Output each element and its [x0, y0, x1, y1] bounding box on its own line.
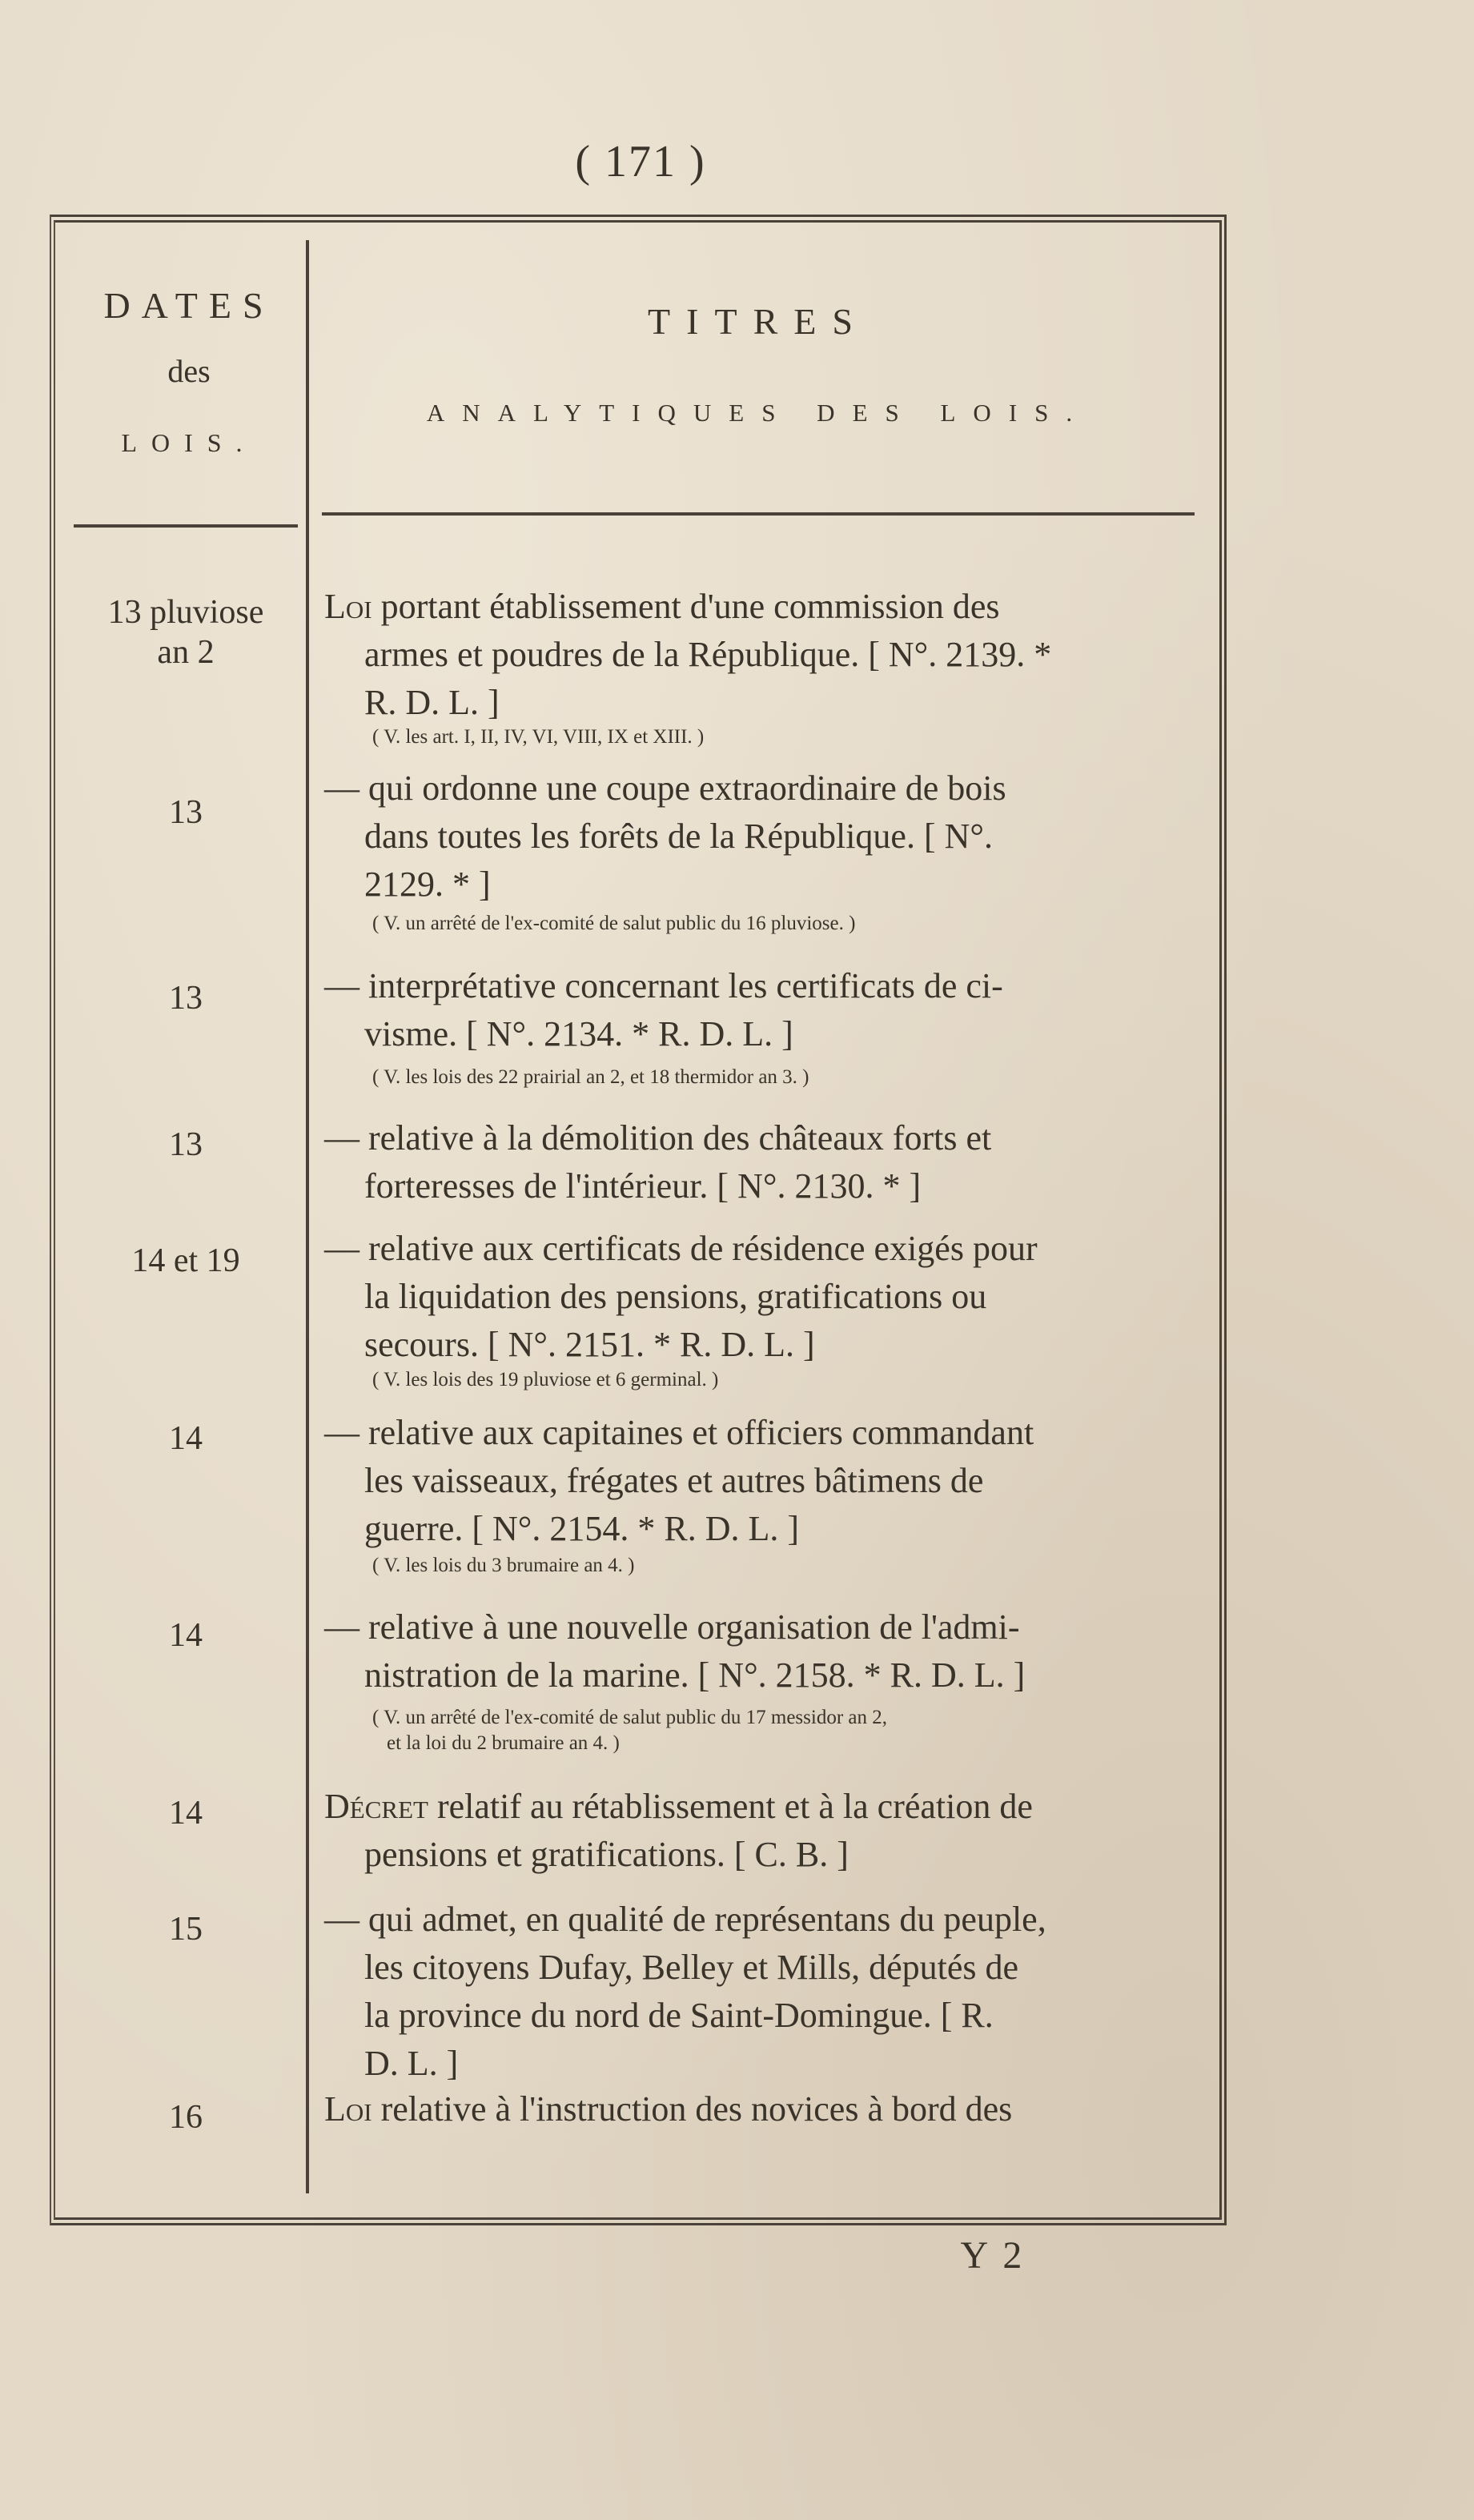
entry-date: 13: [169, 980, 203, 1017]
entry-reference: ( V. un arrêté de l'ex-comité de salut public du 16 pluviose. ): [372, 913, 856, 934]
entry-reference: ( V. un arrêté de l'ex-comité de salut public du 17 messidor an 2, et la loi du 2 brumaire an 4. ): [372, 1707, 888, 1754]
entry-date: 13: [169, 1126, 203, 1163]
page-number: ( 171 ): [575, 137, 706, 187]
entry-title: — interprétative concernant les certificats de ci- visme. [ N°. 2134. * R. D. L. ]: [324, 966, 1003, 1053]
entry-title: — relative aux capitaines et officiers commandant les vaisseaux, frégates et autres bâtimens de guerre. [ N°. 2154. * R. D. L. ]: [324, 1413, 1034, 1548]
header-des: des: [167, 353, 211, 389]
entry-title: — qui ordonne une coupe extraordinaire de bois dans toutes les forêts de la République. [ N°. 2129. * ]: [324, 768, 1006, 904]
entry-date: 14: [169, 1795, 203, 1832]
entry-date: 13: [169, 794, 203, 831]
entry-lead: Décret: [324, 1787, 428, 1826]
header-analytiques: ANALYTIQUES DES LOIS.: [426, 399, 1090, 427]
entry-title: Décret relatif au rétablissement et à la création de pensions et gratifications. [ C. B. ]: [324, 1787, 1033, 1874]
entry-title: Loi relative à l'instruction des novices à bord des: [324, 2089, 1013, 2129]
entry-date: 15: [169, 1911, 203, 1948]
header-rule-right: [322, 512, 1195, 516]
entry-title: Loi portant établissement d'une commission des armes et poudres de la République. [ N°. 2139. * R. D. L. ]: [324, 587, 1052, 722]
entry-date: 14: [169, 1617, 203, 1654]
signature-mark: Y 2: [960, 2234, 1026, 2277]
column-divider: [306, 240, 309, 2193]
entry-reference: ( V. les lois des 19 pluviose et 6 germinal. ): [372, 1369, 719, 1390]
header-dates: DATES: [103, 285, 275, 326]
header-rule-left: [74, 524, 298, 528]
entry-reference: ( V. les lois des 22 prairial an 2, et 18 thermidor an 3. ): [372, 1066, 809, 1088]
entry-title: — relative aux certificats de résidence exigés pour la liquidation des pensions, gratifications ou secours. [ N°. 2151. * R. D. L. ]: [324, 1229, 1038, 1364]
header-lois: LOIS.: [121, 428, 257, 457]
entry-title: — relative à la démolition des châteaux forts et forteresses de l'intérieur. [ N°. 2130. * ]: [324, 1118, 992, 1206]
entry-lead: Loi: [324, 2089, 372, 2129]
entry-title: — relative à une nouvelle organisation de l'admi- nistration de la marine. [ N°. 2158. * R. D. L. ]: [324, 1607, 1026, 1695]
entry-reference: ( V. les lois du 3 brumaire an 4. ): [372, 1555, 635, 1576]
entry-date: 16: [169, 2099, 203, 2136]
entry-date: 13 pluviose an 2: [107, 594, 264, 671]
entry-reference: ( V. les art. I, II, IV, VI, VIII, IX et XIII. ): [372, 726, 705, 748]
entry-date: 14: [169, 1420, 203, 1457]
header-titres: TITRES: [648, 301, 869, 342]
entry-date: 14 et 19: [131, 1242, 240, 1279]
entry-title: — qui admet, en qualité de représentans du peuple, les citoyens Dufay, Belley et Mills, députés de la province du nord de Saint-Domingue. [ R. D. L. ]: [324, 1900, 1046, 2083]
entry-lead: Loi: [324, 587, 372, 626]
